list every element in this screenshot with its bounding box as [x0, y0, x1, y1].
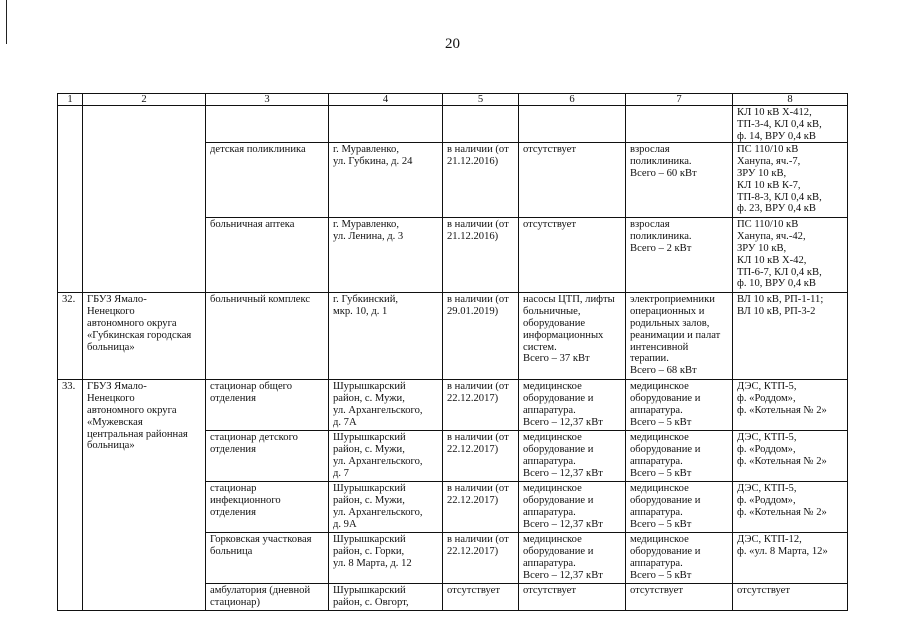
cell-line: ВЛ 10 кВ, РП-3-2 — [737, 306, 816, 318]
first-category-cell — [519, 533, 626, 584]
first-category-cell — [519, 380, 626, 431]
second-category-cell — [626, 143, 733, 218]
cell-line: Всего – 5 кВт — [630, 416, 692, 428]
cell-line: Ненецкого — [87, 393, 135, 405]
cell-line: оборудование и — [630, 444, 701, 456]
cell-line: Всего – 2 кВт — [630, 242, 692, 254]
cell-line: мкр. 10, д. 1 — [333, 306, 388, 318]
cell-line: ф. «Роддом», — [737, 495, 796, 507]
cell-line: стационар) — [210, 597, 260, 609]
cell-line: г. Губкинский, — [333, 294, 399, 306]
cell-line: ЗРУ 10 кВ, — [737, 242, 787, 254]
address-cell — [329, 106, 443, 143]
cell-line: в наличии (от — [447, 381, 509, 393]
cell-line: ТП-3-4, КЛ 0,4 кВ, — [737, 118, 822, 130]
table-row — [58, 106, 848, 143]
cell-line: центральная районная — [87, 428, 188, 440]
cell-line: в наличии (от — [447, 294, 509, 306]
organization-cell — [83, 293, 206, 380]
cell-line: 22.12.2017) — [447, 495, 499, 507]
facilities-table — [57, 93, 848, 611]
cell-line: Шурышкарский — [333, 483, 406, 495]
facility-cell — [206, 380, 329, 431]
cell-line: интенсивной — [630, 341, 689, 353]
permit-cell — [443, 380, 519, 431]
address-cell — [329, 293, 443, 380]
cell-line: ПС 110/10 кВ — [737, 219, 799, 231]
permit-cell — [443, 293, 519, 380]
cell-line: Всего – 12,37 кВт — [523, 467, 603, 479]
cell-line: г. Муравленко, — [333, 219, 399, 231]
facility-cell — [206, 143, 329, 218]
cell-line: аппаратура. — [630, 506, 683, 518]
cell-line: оборудование и — [630, 495, 701, 507]
address-cell — [329, 482, 443, 533]
cell-line: 21.12.2016) — [447, 156, 499, 168]
address-cell — [329, 218, 443, 293]
second-category-cell — [626, 533, 733, 584]
cell-line: «Губкинская городская — [87, 329, 192, 341]
cell-line: взрослая — [630, 144, 670, 156]
column-number-2: 2 — [83, 94, 206, 106]
cell-line: в наличии (от — [447, 483, 509, 495]
second-category-cell — [626, 584, 733, 611]
permit-cell — [443, 218, 519, 293]
cell-line: д. 9А — [333, 518, 357, 530]
cell-line: КЛ 10 кВ Х-42, — [737, 254, 807, 266]
cell-line: район, с. Горки, — [333, 546, 405, 558]
column-number-row — [58, 94, 848, 106]
first-category-cell — [519, 431, 626, 482]
facility-cell — [206, 482, 329, 533]
cell-line: ДЭС, КТП-5, — [737, 483, 797, 495]
cell-line: медицинское — [523, 534, 582, 546]
cell-line: 29.01.2019) — [447, 306, 499, 318]
second-category-cell — [626, 293, 733, 380]
cell-line: Всего – 12,37 кВт — [523, 569, 603, 581]
permit-cell — [443, 431, 519, 482]
cell-line: систем. — [523, 341, 557, 353]
cell-line: медицинское — [523, 483, 582, 495]
cell-line: 21.12.2016) — [447, 231, 499, 243]
column-number-3: 3 — [206, 94, 329, 106]
column-number-8: 8 — [733, 94, 848, 106]
table-row — [58, 380, 848, 431]
cell-line: г. Муравленко, — [333, 144, 399, 156]
facility-cell — [206, 106, 329, 143]
cell-line: ЗРУ 10 кВ, — [737, 167, 787, 179]
cell-line: район, с. Мужи, — [333, 444, 405, 456]
supply-source-cell — [733, 218, 848, 293]
cell-line: Шурышкарский — [333, 585, 406, 597]
cell-line: ПС 110/10 кВ — [737, 144, 799, 156]
cell-line: стационар — [210, 483, 257, 495]
permit-cell — [443, 584, 519, 611]
cell-line: оборудование и — [630, 393, 701, 405]
facility-cell — [206, 431, 329, 482]
cell-line: Шурышкарский — [333, 534, 406, 546]
cell-line: медицинское — [630, 381, 689, 393]
cell-line: отсутствует — [523, 144, 576, 156]
facility-cell — [206, 218, 329, 293]
cell-line: терапии. — [630, 353, 669, 365]
cell-line: ТП-8-3, КЛ 0,4 кВ, — [737, 191, 822, 203]
second-category-cell — [626, 431, 733, 482]
cell-line: в наличии (от — [447, 219, 509, 231]
cell-line: медицинское — [523, 432, 582, 444]
cell-line: 22.12.2017) — [447, 444, 499, 456]
column-number-6: 6 — [519, 94, 626, 106]
cell-line: амбулатория (дневной — [210, 585, 311, 597]
cell-line: аппаратура. — [523, 455, 576, 467]
cell-line: ГБУЗ Ямало- — [87, 381, 147, 393]
cell-line: ф. «Котельная № 2» — [737, 455, 827, 467]
cell-line: 22.12.2017) — [447, 546, 499, 558]
cell-line: в наличии (от — [447, 144, 509, 156]
cell-line: Всего – 68 кВт — [630, 365, 697, 377]
cell-line: поликлиника. — [630, 231, 692, 243]
address-cell — [329, 431, 443, 482]
first-category-cell — [519, 143, 626, 218]
cell-line: аппаратура. — [630, 404, 683, 416]
second-category-cell — [626, 482, 733, 533]
cell-line: инфекционного — [210, 495, 281, 507]
cell-line: 22.12.2017) — [447, 393, 499, 405]
row-number-cell — [58, 380, 83, 611]
cell-line: КЛ 10 кВ К-7, — [737, 179, 801, 191]
cell-line: ул. 8 Марта, д. 12 — [333, 557, 412, 569]
cell-line: отсутствует — [523, 585, 576, 597]
permit-cell — [443, 482, 519, 533]
cell-line: ф. «Роддом», — [737, 444, 796, 456]
cell-line: аппаратура. — [630, 557, 683, 569]
address-cell — [329, 584, 443, 611]
cell-line: насосы ЦТП, лифты — [523, 294, 615, 306]
cell-line: ф. «Котельная № 2» — [737, 404, 827, 416]
facility-cell — [206, 293, 329, 380]
cell-line: ул. Ленина, д. 3 — [333, 231, 404, 243]
cell-line: стационар общего — [210, 381, 293, 393]
address-cell — [329, 143, 443, 218]
supply-source-cell — [733, 143, 848, 218]
cell-line: оборудование и — [630, 546, 701, 558]
cell-line: аппаратура. — [523, 506, 576, 518]
cell-line: информационных — [523, 329, 604, 341]
cell-line: больничный комплекс — [210, 294, 311, 306]
cell-line: отсутствует — [630, 585, 683, 597]
cell-line: Ханупа, яч.-7, — [737, 156, 801, 168]
cell-line: больница» — [87, 341, 135, 353]
cell-line: «Мужевская — [87, 416, 143, 428]
organization-cell — [83, 106, 206, 293]
cell-line: реанимации и палат — [630, 329, 721, 341]
cell-line: стационар детского — [210, 432, 298, 444]
second-category-cell — [626, 106, 733, 143]
cell-line: ф. 14, ВРУ 0,4 кВ — [737, 130, 816, 142]
cell-line: КЛ 10 кВ Х-412, — [737, 107, 812, 118]
cell-line: Горковская участковая — [210, 534, 312, 546]
cell-line: оборудование и — [523, 444, 594, 456]
first-category-cell — [519, 584, 626, 611]
address-cell — [329, 380, 443, 431]
cell-line: 32. — [62, 294, 76, 306]
cell-line: ф. 10, ВРУ 0,4 кВ — [737, 278, 816, 290]
cell-line: Ханупа, яч.-42, — [737, 231, 806, 243]
first-category-cell — [519, 293, 626, 380]
cell-line: отделения — [210, 444, 256, 456]
cell-line: больничная аптека — [210, 219, 295, 231]
cell-line: Всего – 60 кВт — [630, 167, 697, 179]
cell-line: Всего – 5 кВт — [630, 569, 692, 581]
column-number-4: 4 — [329, 94, 443, 106]
cell-line: медицинское — [630, 534, 689, 546]
supply-source-cell — [733, 584, 848, 611]
cell-line: ДЭС, КТП-5, — [737, 432, 797, 444]
cell-line: Всего – 12,37 кВт — [523, 518, 603, 530]
supply-source-cell — [733, 482, 848, 533]
cell-line: ГБУЗ Ямало- — [87, 294, 147, 306]
cell-line: ДЭС, КТП-12, — [737, 534, 802, 546]
cell-line: д. 7 — [333, 467, 349, 479]
cell-line: ул. Губкина, д. 24 — [333, 156, 413, 168]
facility-cell — [206, 584, 329, 611]
cell-line: ул. Архангельского, — [333, 455, 423, 467]
table-row — [58, 293, 848, 380]
supply-source-cell — [733, 106, 848, 143]
cell-line: 33. — [62, 381, 76, 393]
cell-line: район, с. Овгорт, — [333, 597, 409, 609]
column-number-5: 5 — [443, 94, 519, 106]
cell-line: медицинское — [630, 432, 689, 444]
address-cell — [329, 533, 443, 584]
supply-source-cell — [733, 431, 848, 482]
cell-line: родильных залов, — [630, 317, 710, 329]
cell-line: аппаратура. — [523, 557, 576, 569]
cell-line: оборудование — [523, 317, 586, 329]
first-category-cell — [519, 482, 626, 533]
column-number-7: 7 — [626, 94, 733, 106]
cell-line: ф. «Котельная № 2» — [737, 506, 827, 518]
cell-line: операционных и — [630, 306, 705, 318]
cell-line: ТП-6-7, КЛ 0,4 кВ, — [737, 266, 822, 278]
cell-line: отсутствует — [523, 219, 576, 231]
cell-line: поликлиника. — [630, 156, 692, 168]
cell-line: д. 7А — [333, 416, 357, 428]
row-number-cell — [58, 293, 83, 380]
cell-line: Шурышкарский — [333, 381, 406, 393]
first-category-cell — [519, 218, 626, 293]
cell-line: в наличии (от — [447, 534, 509, 546]
cell-line: ул. Архангельского, — [333, 506, 423, 518]
cell-line: автономного округа — [87, 404, 177, 416]
first-category-cell — [519, 106, 626, 143]
cell-line: Всего – 5 кВт — [630, 518, 692, 530]
cell-line: электроприемники — [630, 294, 715, 306]
cell-line: ВЛ 10 кВ, РП-1-11; — [737, 294, 824, 306]
cell-line: оборудование и — [523, 546, 594, 558]
cell-line: больница — [210, 546, 253, 558]
cell-line: больничные, — [523, 306, 581, 318]
cell-line: медицинское — [523, 381, 582, 393]
cell-line: ДЭС, КТП-5, — [737, 381, 797, 393]
cell-line: взрослая — [630, 219, 670, 231]
row-number-cell — [58, 106, 83, 293]
cell-line: отделения — [210, 393, 256, 405]
cell-line: ул. Архангельского, — [333, 404, 423, 416]
cell-line: Всего – 12,37 кВт — [523, 416, 603, 428]
column-number-1: 1 — [58, 94, 83, 106]
cell-line: больница» — [87, 440, 135, 452]
cell-line: ф. «Роддом», — [737, 393, 796, 405]
facility-cell — [206, 533, 329, 584]
cell-line: оборудование и — [523, 393, 594, 405]
cell-line: отсутствует — [737, 585, 790, 597]
supply-source-cell — [733, 380, 848, 431]
supply-source-cell — [733, 533, 848, 584]
cell-line: ф. «ул. 8 Марта, 12» — [737, 546, 828, 558]
page-number: 20 — [445, 36, 460, 52]
cell-line: Шурышкарский — [333, 432, 406, 444]
cell-line: Всего – 37 кВт — [523, 353, 590, 365]
cell-line: Ненецкого — [87, 306, 135, 318]
cell-line: оборудование и — [523, 495, 594, 507]
cell-line: медицинское — [630, 483, 689, 495]
cell-line: район, с. Мужи, — [333, 393, 405, 405]
cell-line: в наличии (от — [447, 432, 509, 444]
supply-source-cell — [733, 293, 848, 380]
permit-cell — [443, 143, 519, 218]
cell-line: район, с. Мужи, — [333, 495, 405, 507]
cell-line: отделения — [210, 506, 256, 518]
second-category-cell — [626, 380, 733, 431]
permit-cell — [443, 533, 519, 584]
cell-line: аппаратура. — [523, 404, 576, 416]
permit-cell — [443, 106, 519, 143]
cell-line: отсутствует — [447, 585, 500, 597]
cell-line: ф. 23, ВРУ 0,4 кВ — [737, 203, 816, 215]
cell-line: аппаратура. — [630, 455, 683, 467]
cell-line: Всего – 5 кВт — [630, 467, 692, 479]
organization-cell — [83, 380, 206, 611]
cell-line: детская поликлиника — [210, 144, 306, 156]
cell-line: автономного округа — [87, 317, 177, 329]
second-category-cell — [626, 218, 733, 293]
